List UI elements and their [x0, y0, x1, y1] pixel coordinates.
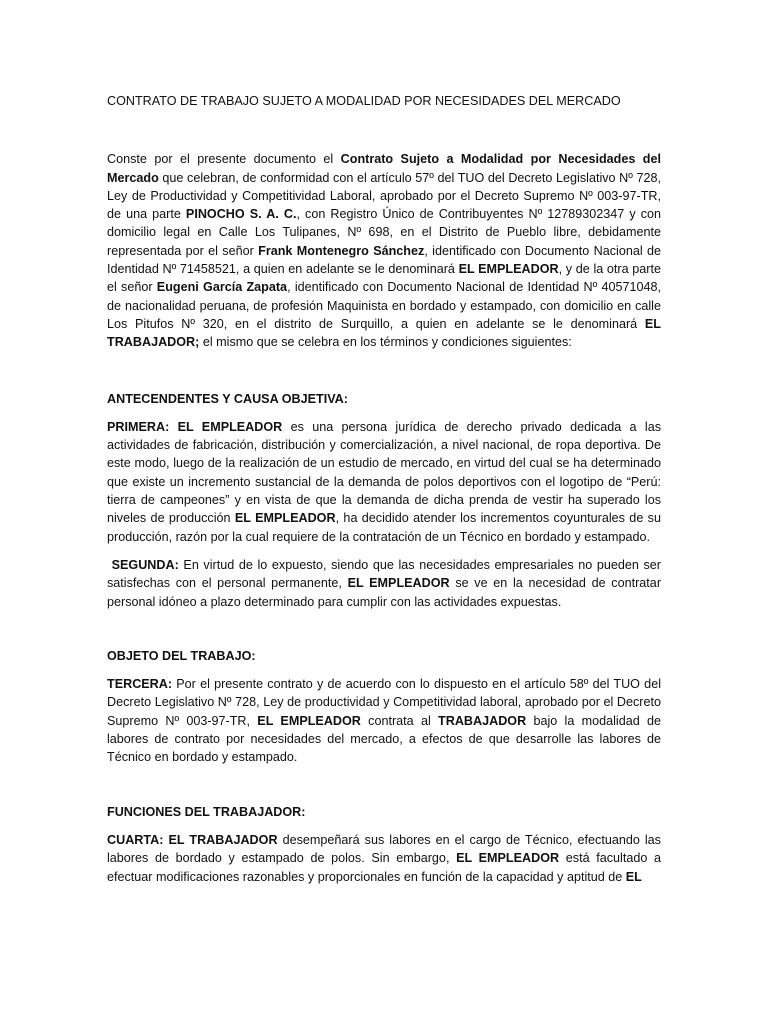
- intro-text-4: , identificado con Documento Nacional de Identidad Nº 71458521, a quien en adelante se le denominará: [107, 243, 661, 277]
- clause-cuarta-text-2: está facultado a efectuar modificaciones razonables y proporcionales en función de la capacidad y aptitud de: [107, 851, 662, 884]
- clause-segunda-employer: EL EMPLEADOR: [347, 576, 450, 591]
- clause-tercera-worker: TRABAJADOR: [438, 713, 527, 728]
- intro-text-5: , y de la otra parte el señor: [107, 262, 662, 295]
- clause-primera-text-2: , ha decidido atender los incrementos coyunturales de su producción, razón por la cual requiere de la contratación de un Técnico en bordado y estampado.: [107, 511, 661, 544]
- clause-tercera-text-2: contrata al: [360, 713, 439, 728]
- intro-paragraph: [107, 150, 661, 351]
- clause-primera: [107, 418, 661, 546]
- section-heading-funciones: FUNCIONES DEL TRABAJADOR:: [107, 804, 306, 819]
- intro-text-2: que celebran, de conformidad con el artículo 57º del TUO del Decreto Legislativo Nº 728, Ley de Productividad y Competitividad Laboral, aprobado por el Decreto Supremo Nº 003-97-TR, de una parte: [107, 170, 661, 222]
- clause-segunda: [107, 556, 661, 611]
- clause-segunda-text-1: En virtud de lo expuesto, siendo que las necesidades empresariales no pueden ser satisfechas con el personal permanente,: [107, 557, 662, 591]
- clause-segunda-text-2: se ve en la necesidad de contratar personal idóneo a plazo determinado para cumplir con las actividades expuestas.: [107, 576, 662, 609]
- document-page: [107, 92, 661, 886]
- clause-primera-employer-1: EL EMPLEADOR: [177, 419, 283, 434]
- document-title: CONTRATO DE TRABAJO SUJETO A MODALIDAD POR NECESIDADES DEL MERCADO: [107, 94, 621, 108]
- clause-cuarta-employer: EL EMPLEADOR: [456, 851, 560, 866]
- clause-cuarta-worker: EL TRABAJADOR: [168, 832, 278, 847]
- intro-worker-name: Eugeni García Zapata: [156, 280, 288, 295]
- clause-segunda-label: SEGUNDA:: [107, 557, 179, 572]
- clause-tercera-label: TERCERA:: [107, 677, 173, 692]
- clause-cuarta-label: CUARTA:: [107, 832, 164, 847]
- clause-primera-space: [169, 420, 177, 434]
- clause-tercera-employer: EL EMPLEADOR: [257, 713, 361, 728]
- section-heading-objeto: OBJETO DEL TRABAJO:: [107, 648, 256, 663]
- intro-employer-term: EL EMPLEADOR: [458, 262, 559, 277]
- intro-text-3: , con Registro Único de Contribuyentes Nº 12789302347 y con domicilio legal en Calle Los Tulipanes, Nº 698, en el Distrito de Pueblo libre, debidamente representada por el señor: [107, 207, 661, 258]
- clause-cuarta-text-1: desempeñará sus labores en el cargo de Técnico, efectuando las labores de bordado y estampado de polos. Sin embargo,: [107, 832, 661, 866]
- clause-cuarta: [107, 831, 661, 886]
- section-heading-antecedentes: ANTECENDENTES Y CAUSA OBJETIVA:: [107, 391, 348, 406]
- intro-text-1: Conste por el presente documento el: [107, 152, 341, 167]
- clause-tercera-text-1: Por el presente contrato y de acuerdo con lo dispuesto en el artículo 58º del TUO del Decreto Legislativo Nº 728, Ley de productividad y Competitividad laboral, aprobado por el Decreto Supremo Nº 003-97-TR,: [107, 677, 661, 728]
- clause-primera-employer-2: EL EMPLEADOR: [234, 511, 336, 526]
- intro-representative-name: Frank Montenegro Sánchez: [258, 243, 425, 258]
- intro-company-name: PINOCHO S. A. C.: [185, 207, 297, 222]
- intro-text-6: , identificado con Documento Nacional de Identidad Nº 40571048, de nacionalidad peruana, de profesión Maquinista en bordado y estampado, con domicilio en calle Los Pitufos Nº 320, en el distrito de Surquillo, a quien en adelante se le denominará: [107, 280, 662, 331]
- clause-tercera-text-3: bajo la modalidad de labores de contrato por necesidades del mercado, a efectos de que desarrolle las labores de Técnico en bordado y estampado.: [107, 713, 661, 765]
- clause-primera-label: PRIMERA:: [107, 419, 170, 434]
- clause-tercera: [107, 675, 661, 766]
- clause-primera-text-1: es una persona jurídica de derecho privado dedicada a las actividades de fabricación, distribución y comercialización, a nivel nacional, de ropa deportiva. De este modo, luego de la realización de un estudio de mercado, en virtud del cual se ha determinado que existe un incremento sustancial de la demanda de polos deportivos con el logotipo de “Perú: tierra de campeones” y en vista de que la demanda de dicha prenda de vestir ha superado los niveles de producción: [107, 419, 661, 526]
- clause-cuarta-trailing-el: EL: [625, 869, 642, 884]
- intro-worker-term: EL TRABAJADOR;: [107, 316, 661, 350]
- intro-contract-type: Contrato Sujeto a Modalidad por Necesidades del Mercado: [107, 152, 661, 185]
- intro-text-7: el mismo que se celebra en los términos y condiciones siguientes:: [199, 335, 572, 350]
